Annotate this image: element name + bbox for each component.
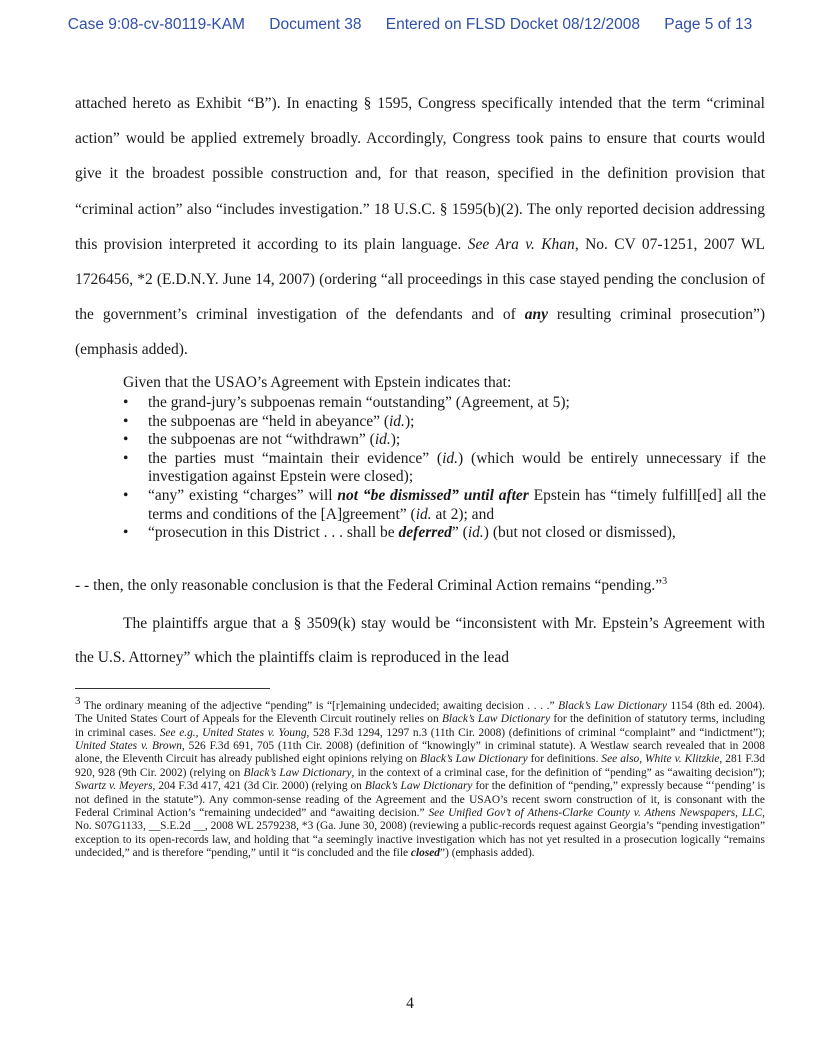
page-count: Page 5 of 13 xyxy=(664,16,753,33)
document-number: Document 38 xyxy=(269,16,362,33)
docket-header xyxy=(0,16,820,34)
emphasis-any: any xyxy=(524,306,548,324)
signal-see: See xyxy=(467,235,490,253)
paragraph-stay-argument: The plaintiffs argue that a § 3509(k) stay would be “inconsistent with Mr. Epstein’s Agreement with the U.S. Attorney” which the plaintiffs claim is reproduced in the lead xyxy=(75,615,765,666)
list-item: • the subpoenas are not “withdrawn” (id.); xyxy=(123,431,766,450)
conclusion-line: - - then, the only reasonable conclusion is that the Federal Criminal Action remains “pending.”$^3$ xyxy=(75,576,668,595)
list-item: • “prosecution in this District . . . shall be deferred” (id.) (but not closed or dismissed), xyxy=(123,524,766,543)
list-item: • “any” existing “charges” will not “be dismissed” until after Epstein has “timely fulfill[ed] all the terms and conditions of the [A]greement” (id. at 2); and xyxy=(123,487,766,524)
list-item: • the parties must “maintain their evidence” (id.) (which would be entirely unnecessary if the investigation against Epstein were closed); xyxy=(123,450,766,487)
agreement-terms-list xyxy=(123,394,766,543)
footnote-divider xyxy=(75,688,270,689)
bullets-intro: Given that the USAO’s Agreement with Epstein indicates that: xyxy=(123,374,512,391)
docket-entry-date: Entered on FLSD Docket 08/12/2008 xyxy=(385,16,640,33)
list-item: • the grand-jury’s subpoenas remain “outstanding” (Agreement, at 5); xyxy=(123,394,766,413)
case-number: Case 9:08-cv-80119-KAM xyxy=(67,16,245,33)
list-item: • the subpoenas are “held in abeyance” (id.); xyxy=(123,413,766,432)
footnote-reference: 3 xyxy=(662,576,668,587)
page-number: 4 xyxy=(406,995,414,1012)
case-citation: Ara v. Khan xyxy=(495,235,575,253)
paragraph-pending-construction: attached hereto as Exhibit “B”). In enacting § 1595, Congress specifically intended that the term “criminal action” would be applied extremely broadly. Accordingly, Congress took pains to ensure that courts would give it the broadest possible construction and, for that reason, specified in the definition provision that “criminal action” also “includes investigation.” 18 U.S.C. § 1595(b)(2). The only reported decision addressing this provision interpreted it according to its plain language. See Ara v. Khan, No. CV 07-1251, 2007 WL 1726456, *2 (E.D.N.Y. June 14, 2007) (ordering “all proceedings in this case stayed pending the conclusion of the government’s criminal investigation of the defendants and of any resulting criminal prosecution”) (emphasis added). xyxy=(75,95,765,359)
footnote-3: $^3$ The ordinary meaning of the adjective “pending” is “[r]emaining undecided; awaiting decision . . . .” Black’s Law Dictionary 1154 (8th ed. 2004). The United States Court of Appeals for the Eleventh Circuit routinely relies on Black’s Law Dictionary for the definition of statutory terms, including in criminal cases. See e.g., United States v. Young, 528 F.3d 1294, 1297 n.3 (11th Cir. 2008) (definitions of criminal “complaint” and “indictment”); United States v. Brown, 526 F.3d 691, 705 (11th Cir. 2008) (definition of “knowingly” in criminal statute). A Westlaw search revealed that in 2008 alone, the Eleventh Circuit has already published eight opinions relying on Black’s Law Dictionary for definitions. See also, White v. Klitzkie, 281 F.3d 920, 928 (9th Cir. 2002) (relying on Black’s Law Dictionary, in the context of a criminal case, for the definition of “pending” as “awaiting decision”); Swartz v. Meyers, 204 F.3d 417, 421 (3d Cir. 2000) (relying on Black’s Law Dictionary for the definition of “pending,” expressly because “‘pending’ is not defined in the statute”). Any common-sense reading of the Agreement and the USAO’s recent sworn construction of it, is consonant with the Federal Criminal Action’s “remaining undecided” and “awaiting decision.” See Unified Gov’t of Athens-Clarke County v. Athens Newspapers, LLC, No. S07G1133, __S.E.2d __, 2008 WL 2579238, *3 (Ga. June 30, 2008) (reviewing a public-records request against Georgia’s “pending investigation” exception to its open-records law, and holding that “a seemingly inactive investigation which has not yet resulted in a prosecution logically “remains undecided,” and is therefore “pending,” until it “is concluded and the file closed”) (emphasis added). xyxy=(75,695,766,860)
footnote-number: 3 xyxy=(75,695,81,707)
